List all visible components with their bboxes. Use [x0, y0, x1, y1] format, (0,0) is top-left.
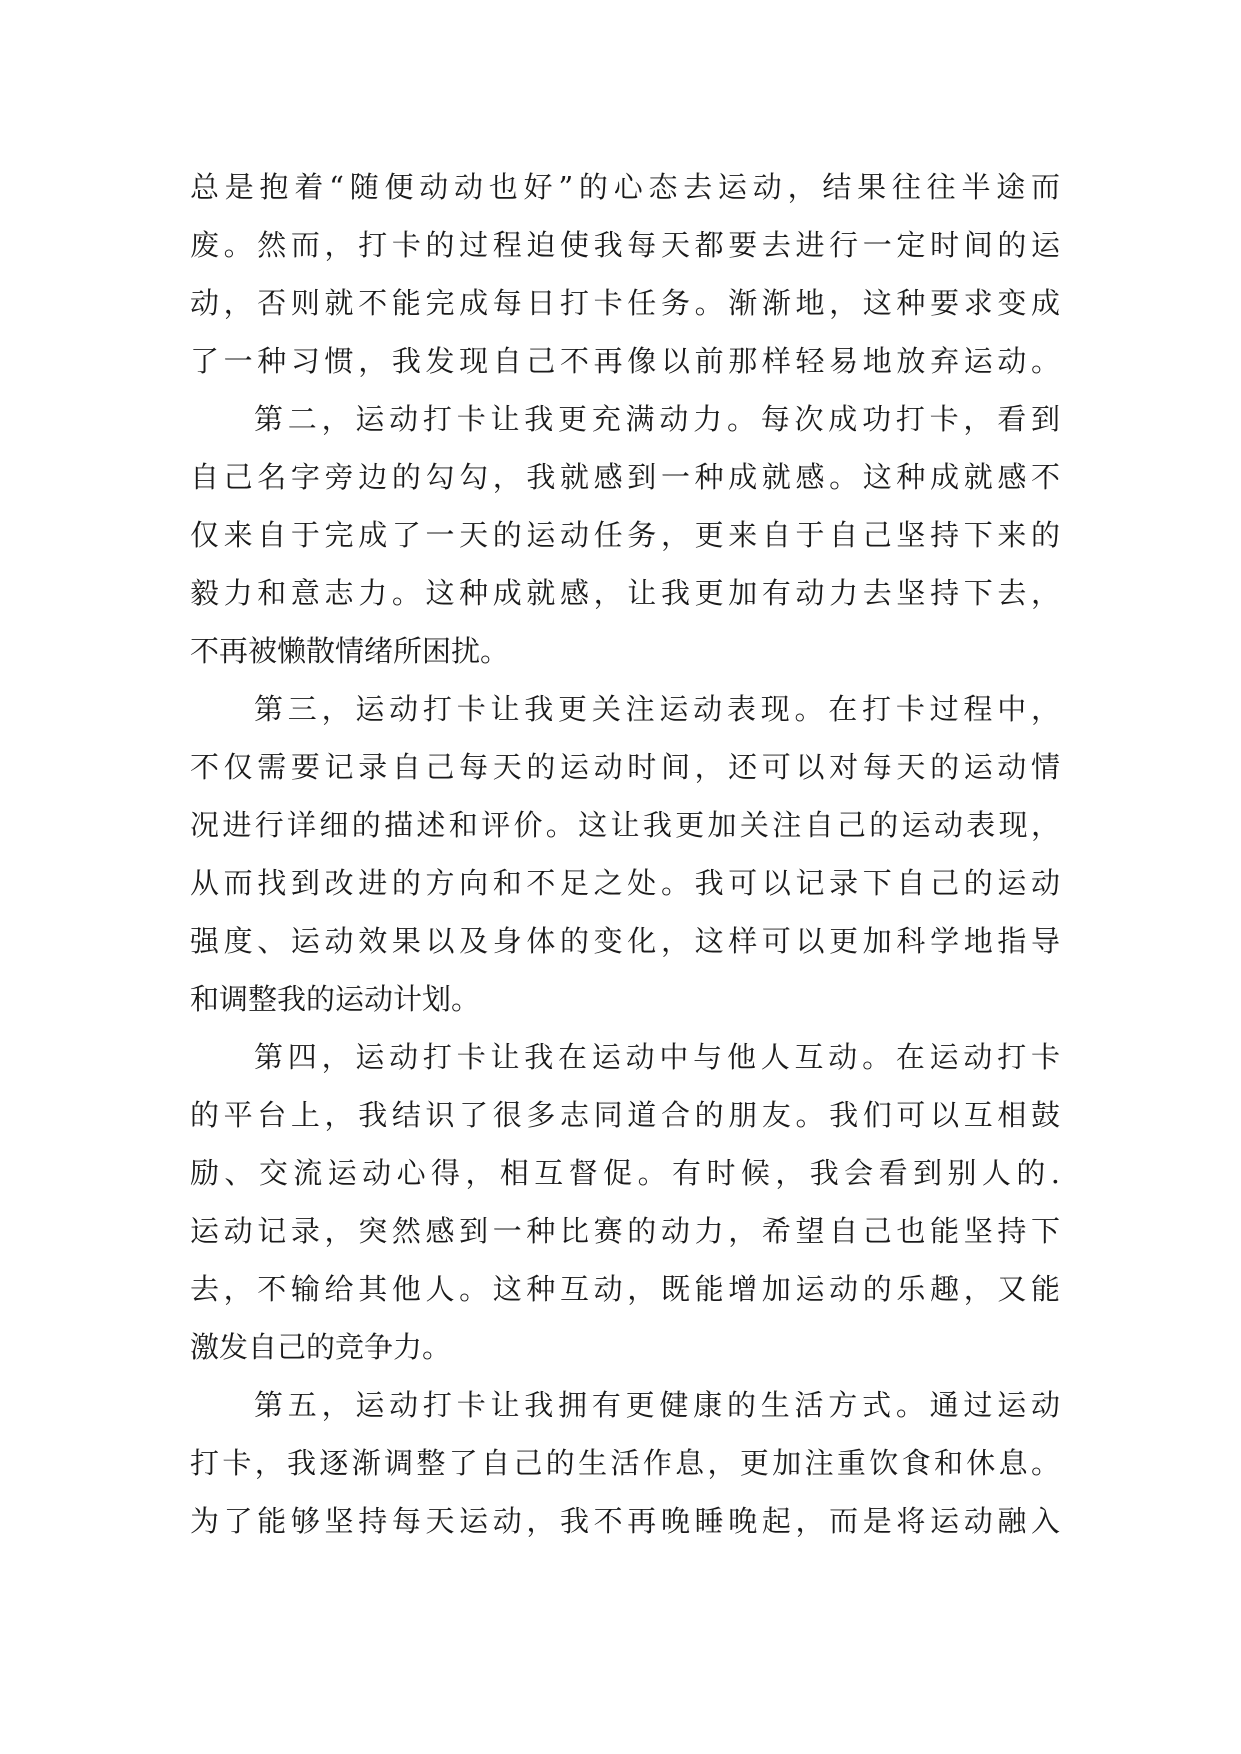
text-line: 总是抱着“随便动动也好”的心态去运动，结果往往半途而 [190, 170, 1060, 204]
text-line: 废。然而，打卡的过程迫使我每天都要去进行一定时间的运 [190, 228, 1060, 262]
body-text [190, 158, 1060, 1550]
text-line: 自己名字旁边的勾勾，我就感到一种成就感。这种成就感不 [190, 460, 1060, 494]
text-line: 从而找到改进的方向和不足之处。我可以记录下自己的运动 [190, 866, 1060, 900]
text-line: 不再被懒散情绪所困扰。 [190, 634, 510, 668]
text-line: 去，不输给其他人。这种互动，既能增加运动的乐趣，又能 [190, 1272, 1060, 1306]
text-line: 仅来自于完成了一天的运动任务，更来自于自己坚持下来的 [190, 518, 1060, 552]
text-line: 激发自己的竞争力。 [190, 1330, 452, 1364]
text-line: 第二，运动打卡让我更充满动力。每次成功打卡，看到 [254, 402, 1060, 436]
text-line: 第五，运动打卡让我拥有更健康的生活方式。通过运动 [254, 1388, 1060, 1422]
text-line: 强度、运动效果以及身体的变化，这样可以更加科学地指导 [190, 924, 1060, 958]
text-line: 动，否则就不能完成每日打卡任务。渐渐地，这种要求变成 [190, 286, 1060, 320]
text-line: 打卡，我逐渐调整了自己的生活作息，更加注重饮食和休息。 [190, 1446, 1060, 1480]
text-line: 况进行详细的描述和评价。这让我更加关注自己的运动表现， [190, 808, 1060, 842]
text-line: 运动记录，突然感到一种比赛的动力，希望自己也能坚持下 [190, 1214, 1060, 1248]
text-line: 的平台上，我结识了很多志同道合的朋友。我们可以互相鼓 [190, 1098, 1060, 1132]
text-line: 不仅需要记录自己每天的运动时间，还可以对每天的运动情 [190, 750, 1060, 784]
text-line: 第四，运动打卡让我在运动中与他人互动。在运动打卡 [254, 1040, 1060, 1074]
text-line: 励、交流运动心得，相互督促。有时候，我会看到别人的. [190, 1156, 1060, 1190]
text-line: 第三，运动打卡让我更关注运动表现。在打卡过程中， [254, 692, 1060, 726]
text-line: 为了能够坚持每天运动，我不再晚睡晚起，而是将运动融入 [190, 1504, 1060, 1538]
text-line: 和调整我的运动计划。 [190, 982, 481, 1016]
text-line: 毅力和意志力。这种成就感，让我更加有动力去坚持下去， [190, 576, 1060, 610]
text-line: 了一种习惯，我发现自己不再像以前那样轻易地放弃运动。 [190, 344, 1060, 378]
